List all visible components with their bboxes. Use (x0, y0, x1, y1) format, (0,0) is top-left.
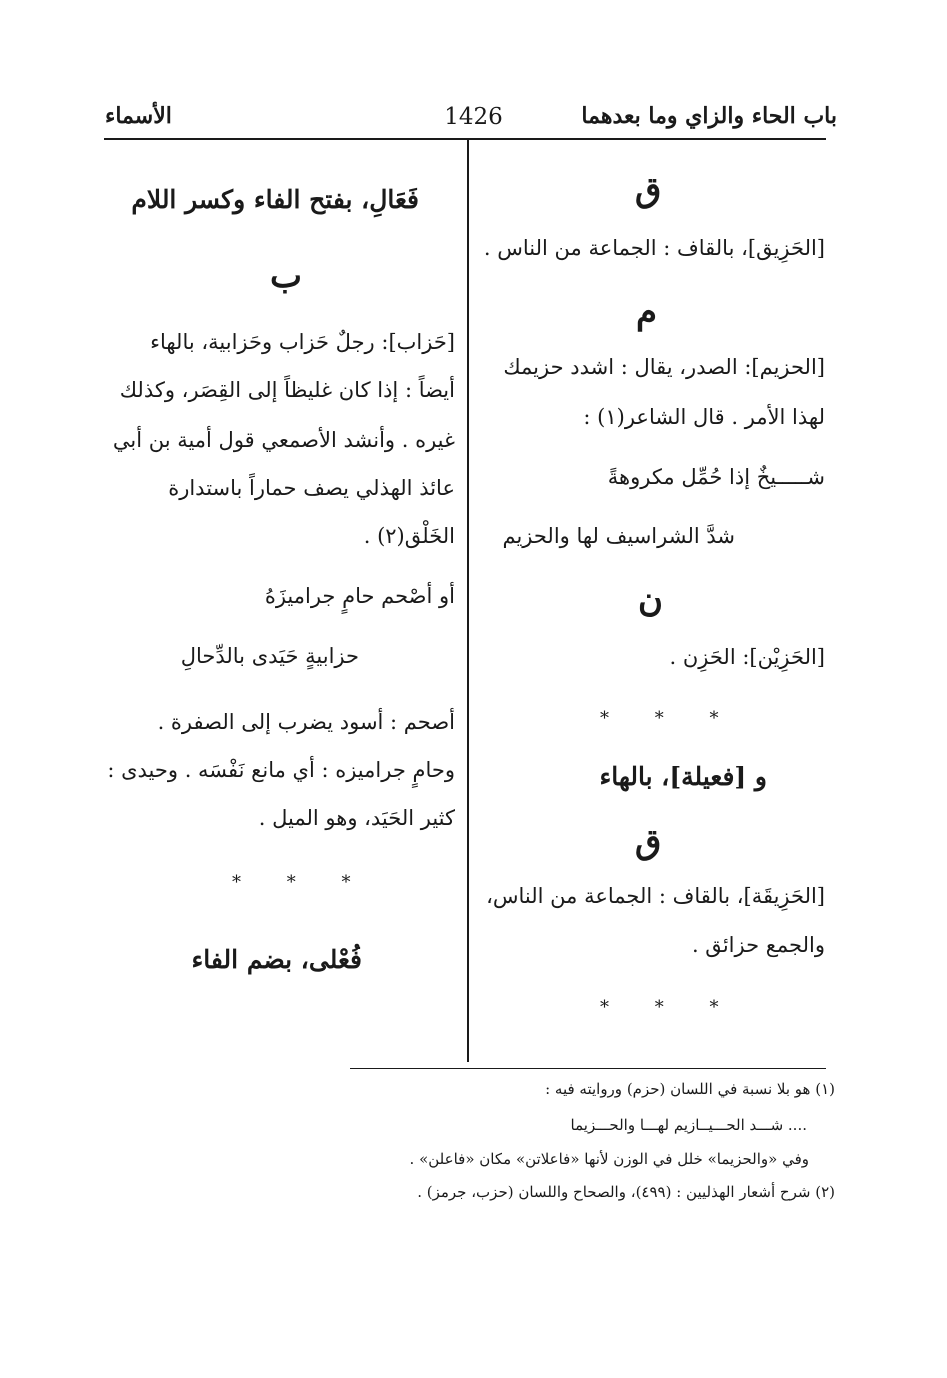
verse-line-2: حزابيةٍ حَيَدى بالدِّحالِ (180, 644, 359, 668)
entry-hazeeqa-line1: [الحَزِيقَة]، بالقاف : الجماعة من الناس، (486, 884, 825, 908)
entry-hazab-line5: الخَلْق(٢) . (363, 524, 455, 548)
section-heading-fula: فُعْلى، بضم الفاء (191, 945, 362, 974)
letter-heading-qaf: ق (635, 170, 662, 210)
letter-heading-nun: ن (638, 580, 663, 620)
separator-stars: * * * (600, 708, 739, 729)
separator-stars: * * * (600, 997, 739, 1018)
verse-line-1: شـــــيخٌ إذا حُمِّل مكروهةً (607, 465, 825, 489)
verse-line-1: أو أصْحم حامٍ جراميزَهُ (264, 584, 455, 608)
entry-hazab-line2: أيضاً : إذا كان غليظاً إلى القِصَر، وكذلك (119, 378, 455, 402)
entry-hazab-line4: عائذ الهذلي يصف حماراً باستدارة (168, 476, 455, 500)
entry-hazeem-line2: لهذا الأمر . قال الشاعر(١) : (583, 405, 825, 429)
gloss-line3: كثير الحَيَد، وهو الميل . (258, 806, 455, 830)
footnote-2: (٢) شرح أشعار الهذليين : (٤٩٩)، والصحاح واللسان (حزب، جرمز) . (417, 1183, 835, 1201)
entry-hazeeqa-line2: والجمع حزائق . (691, 933, 825, 957)
gloss-line2: وحامٍ جراميزه : أي مانع نَفْسَه . وحيدى : (107, 758, 455, 782)
letter-heading-ba: ب (270, 256, 303, 296)
entry-hazab-line1: [حَزاب]: رجلٌ حَزاب وحَزابية، بالهاء (150, 330, 455, 354)
gloss-line1: أصحم : أسود يضرب إلى الصفرة . (157, 710, 455, 734)
verse-line-2: شدَّ الشراسيف لها والحزيم (502, 524, 735, 548)
letter-heading-mim: م (636, 292, 658, 332)
footnote-rule (350, 1068, 826, 1069)
running-head-part: الأسماء (105, 103, 172, 129)
entry-hazeen: [الحَزِيْن]: الحَزِن . (669, 645, 825, 669)
footnote-1-line2: .... شـــد الحـــيــازيم لهـــا والحـــزيما (570, 1116, 807, 1134)
footnote-1-line3: وفي «والحزيما» خلل في الوزن لأنها «فاعلاتن» مكان «فاعلن» . (409, 1150, 809, 1168)
section-heading-faeela: و [فعيلة]، بالهاء (599, 762, 767, 791)
letter-heading-qaf-2: ق (635, 822, 662, 862)
section-heading-faal: فَعَالِ، بفتح الفاء وكسر اللام (131, 185, 419, 214)
entry-hazab-line3: غيره . وأنشد الأصمعي قول أمية بن أبي (112, 428, 455, 452)
entry-hazeeq: [الحَزِيق]، بالقاف : الجماعة من الناس . (483, 236, 825, 260)
column-divider (467, 140, 469, 1062)
header-rule (104, 138, 826, 140)
entry-hazeem-line1: [الحزيم]: الصدر، يقال : اشدد حزيمك (503, 355, 825, 379)
footnote-1-line1: (١) هو بلا نسبة في اللسان (حزم) وروايته فيه : (545, 1080, 835, 1098)
separator-stars: * * * (232, 872, 371, 893)
running-head-section: باب الحاء والزاي وما بعدهما (581, 103, 837, 129)
page-number: 1426 (444, 104, 503, 130)
